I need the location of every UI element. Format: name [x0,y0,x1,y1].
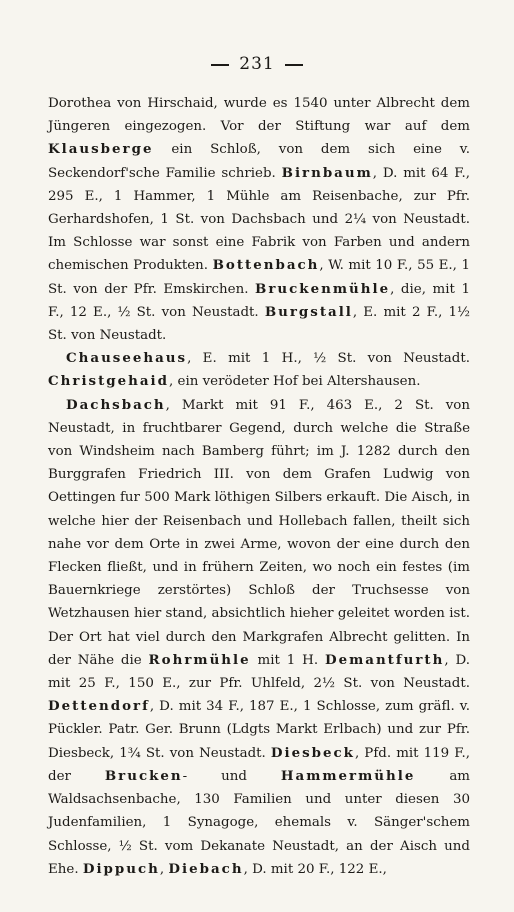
place-name: Chauseehaus [66,350,188,367]
text-run: am Waldsachsenbache, 130 Familien und unter diesen 30 Judenfamilien, 1 Synagoge, ehemals v. Sänger'schem Schlosse, ½ St. vom Dekanate Neustadt, an der Aisch und Ehe. [48,768,470,877]
place-name: Dippuch [82,860,160,877]
text-run: , E. mit 1 H., ½ St. von Neustadt. [187,351,470,367]
text-run: , Markt mit 91 F., 463 E., 2 St. von Neustadt, in fruchtbarer Gegend, durch welche die Straße von Windsheim nach Bamberg führt; im J. 1282 durch den Burggrafen Friedrich III. von dem Grafen Ludwig von Oettingen fur 500 Mark löthigen Silbers erkauft. Die Aisch, in welche hier der Reisenbach und Hollebach fallen, theilt sich nahe vor dem Orte in zwei Arme, wovon der eine durch den Flecken fließt, und in frühern Zeiten, wo noch ein festes (im Bauernkriege zerstörtes) Schloß der Truchsesse von Wetzhausen hier stand, absichtlich hieher geleitet worden ist. Der Ort hat viel durch den Markgrafen Albrecht gelitten. In der Nähe die [48,397,470,668]
text-run: , [159,861,169,877]
place-name: Demantfurth [324,651,445,668]
paragraph [48,92,470,347]
text-run: ein Schloß, von dem sich eine v. Seckendorf'sche Familie schrieb. [48,142,470,181]
text-run: - und [182,768,281,784]
page-header [0,54,514,74]
place-name: Bruckenmühle [255,280,391,297]
place-name: Dachsbach [66,396,166,413]
place-name: Birnbaum [281,164,373,181]
text-run: , D. mit 34 F., 187 E., 1 Schlosse, zum gräfl. v. Pückler. Patr. Ger. Brunn (Ldgts Markt Erlbach) und zur Pfr. Diesbeck, 1¾ St. von Neustadt. [48,699,470,761]
header-dash-right [285,64,303,66]
place-name: Christgehaid [48,373,170,390]
header-dash-left [211,64,229,66]
place-name: Hammermühle [280,767,416,784]
place-name: Diesbeck [270,744,355,761]
paragraph [48,347,470,393]
paragraph [48,394,470,881]
text-run: mit 1 H. [250,652,325,668]
text-run: Dorothea von Hirschaid, wurde es 1540 unter Albrecht dem Jüngeren eingezogen. Vor der Stiftung war auf dem [48,96,470,135]
text-run: , E. mit 2 F., 1½ St. von Neustadt. [48,304,470,344]
text-run: , ein verödeter Hof bei Altershausen. [169,374,421,390]
text-run: , W. mit 10 F., 55 E., 1 St. von der Pfr. Emskirchen. [48,258,470,297]
text-run: , D. mit 25 F., 150 E., zur Pfr. Uhlfeld, 2½ St. von Neustadt. [48,652,470,692]
place-name: Dettendorf [48,698,150,715]
place-name: Bottenbach [212,257,320,274]
place-name: Burgstall [264,303,353,320]
place-name: Klausberge [48,141,154,158]
place-name: Rohrmühle [148,651,251,668]
page-body-text [48,92,470,881]
text-run: , D. mit 64 F., 295 E., 1 Hammer, 1 Mühle am Reisenbache, zur Pfr. Gerhardshofen, 1 St. von Dachsbach und 2¼ von Neustadt. Im Schlosse war sonst eine Fabrik von Farben und andern chemischen Produkten. [48,165,470,274]
text-run: , D. mit 20 F., 122 E., [243,861,387,877]
text-run: , Pfd. mit 119 F., der [48,745,470,784]
text-run: , die, mit 1 F., 12 E., ½ St. von Neustadt. [48,281,470,320]
page-number: 231 [239,54,275,74]
place-name: Brucken [104,767,183,784]
place-name: Diebach [168,860,244,877]
